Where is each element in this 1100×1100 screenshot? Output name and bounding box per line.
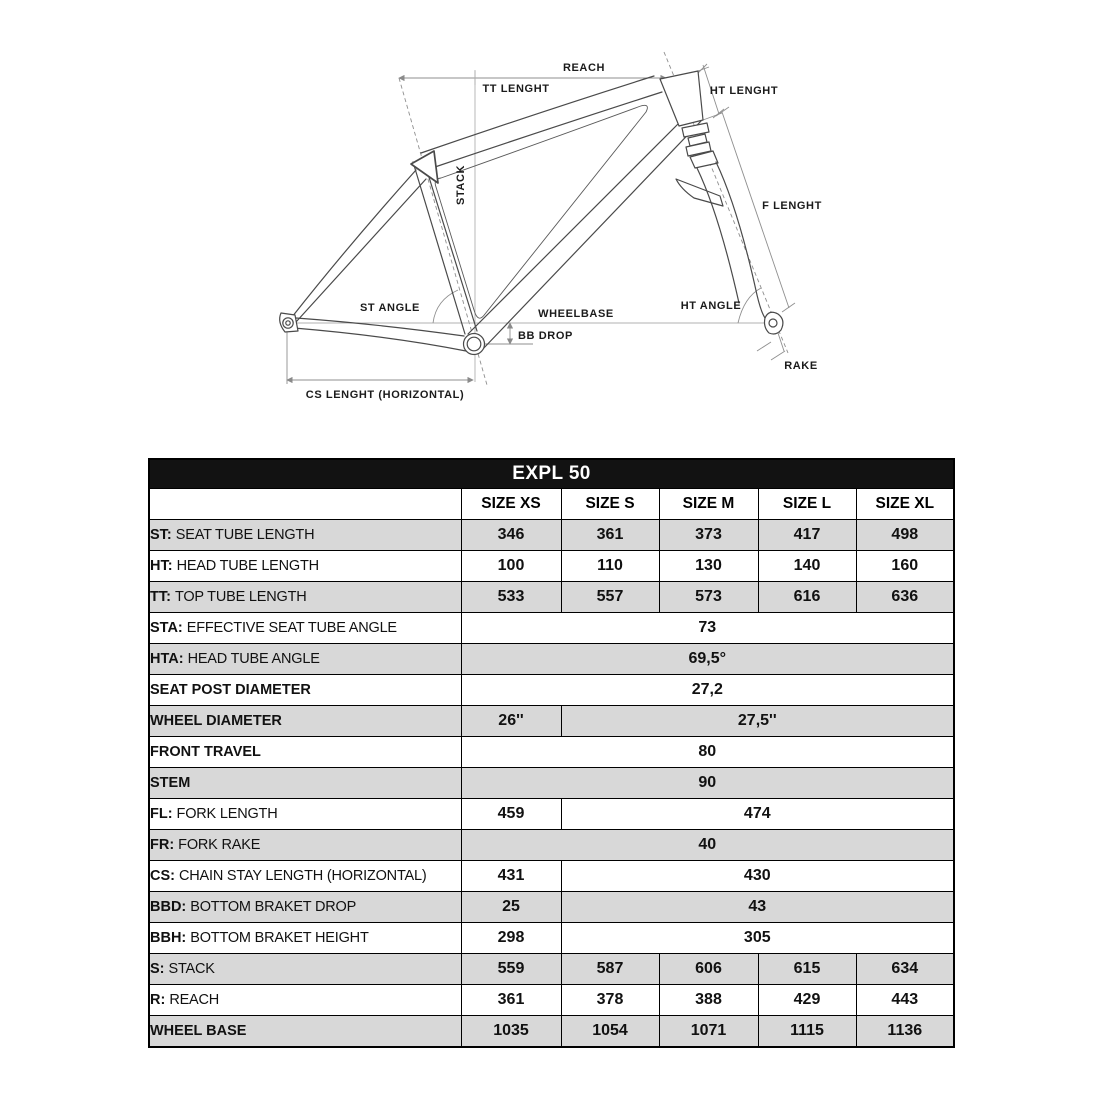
row-effective-seat-tube-angle	[149, 613, 954, 644]
row-label-prefix: FL:	[150, 806, 173, 822]
rake-tick-left	[757, 342, 771, 351]
row-front-travel	[149, 737, 954, 768]
cell-value: 100	[461, 551, 561, 582]
row-label-text: EFFECTIVE SEAT TUBE ANGLE	[186, 620, 397, 636]
row-label-prefix: WHEEL DIAMETER	[150, 713, 282, 729]
row-label-text: FORK RAKE	[178, 837, 261, 853]
row-label	[149, 551, 461, 582]
label-bb-drop: BB DROP	[518, 330, 573, 342]
row-label-prefix: WHEEL BASE	[150, 1023, 247, 1039]
cell-value: 373	[659, 520, 758, 551]
row-label-text: SEAT TUBE LENGTH	[175, 527, 315, 543]
cell-value: 498	[856, 520, 954, 551]
row-label	[149, 985, 461, 1016]
top-tube-lower-edge	[432, 92, 662, 168]
cell-value: 1071	[659, 1016, 758, 1048]
row-chain-stay-length	[149, 861, 954, 892]
diagram-labels	[306, 62, 822, 401]
row-label	[149, 675, 461, 706]
row-label	[149, 520, 461, 551]
cell-value: 636	[856, 582, 954, 613]
row-label-text: STACK	[168, 961, 215, 977]
table-title-row	[149, 459, 954, 489]
cell-value: 587	[561, 954, 659, 985]
cell-value: 615	[758, 954, 856, 985]
down-tube-upper-edge	[468, 124, 678, 334]
row-label-text: REACH	[169, 992, 220, 1008]
row-label-prefix: SEAT POST DIAMETER	[150, 682, 311, 698]
cell-value: 573	[659, 582, 758, 613]
row-label	[149, 1016, 461, 1048]
row-seat-tube-length	[149, 520, 954, 551]
table-title: EXPL 50	[149, 459, 954, 489]
label-reach: REACH	[562, 62, 606, 74]
front-dropout	[765, 312, 783, 334]
ht-angle-arc	[738, 288, 761, 323]
seat-tube-right-edge	[423, 158, 477, 331]
cell-value: 429	[758, 985, 856, 1016]
row-label-prefix: BBD:	[150, 899, 187, 915]
row-label-prefix: FRONT TRAVEL	[150, 744, 261, 760]
bike-geometry-diagram	[0, 0, 1100, 450]
rake-tick-right	[771, 351, 785, 360]
label-tt-lenght: TT LENGHT	[482, 83, 550, 95]
size-header-row	[149, 489, 954, 520]
cell-value: 388	[659, 985, 758, 1016]
fork-blade-inner	[697, 168, 739, 303]
chain-stay-upper	[296, 318, 464, 336]
row-bottom-braket-drop	[149, 892, 954, 923]
row-label-prefix: FR:	[150, 837, 175, 853]
cell-value: 1136	[856, 1016, 954, 1048]
row-label	[149, 613, 461, 644]
label-f-lenght: F LENGHT	[762, 200, 822, 212]
row-label-prefix: S:	[150, 961, 165, 977]
row-wheel-diameter	[149, 706, 954, 737]
label-st-angle: ST ANGLE	[359, 302, 421, 314]
head-tube	[660, 71, 703, 126]
row-label-prefix: R:	[150, 992, 166, 1008]
row-label	[149, 706, 461, 737]
column-header-size-l: SIZE L	[758, 489, 856, 520]
row-label	[149, 861, 461, 892]
geometry-table	[148, 458, 955, 1048]
row-label-text: FORK LENGTH	[176, 806, 278, 822]
row-label-text: HEAD TUBE ANGLE	[187, 651, 320, 667]
row-stem	[149, 768, 954, 799]
row-label-text: TOP TUBE LENGTH	[174, 589, 307, 605]
cell-value-rest: 43	[561, 892, 954, 923]
row-label	[149, 954, 461, 985]
row-label	[149, 768, 461, 799]
cell-value-span: 73	[461, 613, 954, 644]
label-stack: STACK	[455, 164, 467, 206]
cell-value: 361	[561, 520, 659, 551]
cell-value-xs: 298	[461, 923, 561, 954]
row-label	[149, 892, 461, 923]
row-label-prefix: BBH:	[150, 930, 187, 946]
seat-stay-upper	[292, 170, 416, 317]
cell-value: 140	[758, 551, 856, 582]
row-label-prefix: STA:	[150, 620, 183, 636]
cell-value: 361	[461, 985, 561, 1016]
label-ht-angle: HT ANGLE	[680, 300, 742, 312]
row-label-prefix: CS:	[150, 868, 175, 884]
row-label	[149, 799, 461, 830]
cell-value: 1115	[758, 1016, 856, 1048]
cell-value: 417	[758, 520, 856, 551]
row-fork-rake	[149, 830, 954, 861]
row-label-prefix: HTA:	[150, 651, 184, 667]
row-label	[149, 644, 461, 675]
row-wheel-base	[149, 1016, 954, 1048]
cell-value-rest: 430	[561, 861, 954, 892]
f-dim-tick-bottom	[782, 303, 795, 312]
cell-value: 346	[461, 520, 561, 551]
row-top-tube-length	[149, 582, 954, 613]
row-label-prefix: ST:	[150, 527, 172, 543]
cell-value: 533	[461, 582, 561, 613]
label-cs-lenght: CS LENGHT (HORIZONTAL)	[305, 389, 465, 401]
cell-value-span: 80	[461, 737, 954, 768]
cell-value-span: 69,5°	[461, 644, 954, 675]
cell-value: 1054	[561, 1016, 659, 1048]
cell-value-span: 40	[461, 830, 954, 861]
row-reach	[149, 985, 954, 1016]
label-wheelbase: WHEELBASE	[538, 308, 614, 320]
row-label-text: CHAIN STAY LENGTH (HORIZONTAL)	[178, 868, 427, 884]
row-label-text: BOTTOM BRAKET HEIGHT	[190, 930, 369, 946]
label-ht-lenght: HT LENGHT	[709, 85, 779, 97]
cell-value: 378	[561, 985, 659, 1016]
row-label-prefix: STEM	[150, 775, 191, 791]
column-header-size-xl: SIZE XL	[856, 489, 954, 520]
row-label-prefix: TT:	[150, 589, 171, 605]
row-label	[149, 830, 461, 861]
cell-value: 557	[561, 582, 659, 613]
cell-value-span: 90	[461, 768, 954, 799]
cell-value: 634	[856, 954, 954, 985]
cell-value-xs: 431	[461, 861, 561, 892]
label-rake: RAKE	[784, 360, 818, 372]
row-label	[149, 582, 461, 613]
row-bottom-braket-height	[149, 923, 954, 954]
cell-value: 443	[856, 985, 954, 1016]
st-angle-arc	[433, 290, 458, 323]
cell-value-xs: 459	[461, 799, 561, 830]
cell-value-xs: 26''	[461, 706, 561, 737]
cell-value: 110	[561, 551, 659, 582]
row-head-tube-length	[149, 551, 954, 582]
cell-value: 1035	[461, 1016, 561, 1048]
seat-stay-lower	[296, 179, 426, 322]
row-seat-post-diameter	[149, 675, 954, 706]
row-label-text: BOTTOM BRAKET DROP	[190, 899, 357, 915]
column-header-size-xs: SIZE XS	[461, 489, 561, 520]
seat-clamp	[411, 151, 438, 183]
row-label-text: HEAD TUBE LENGTH	[176, 558, 319, 574]
cell-value-xs: 25	[461, 892, 561, 923]
brake-mount	[676, 179, 723, 206]
chain-stay-lower	[294, 328, 466, 351]
row-label	[149, 737, 461, 768]
cell-value-rest: 305	[561, 923, 954, 954]
cell-value-rest: 27,5''	[561, 706, 954, 737]
column-header-size-m: SIZE M	[659, 489, 758, 520]
row-label-prefix: HT:	[150, 558, 173, 574]
cell-value: 160	[856, 551, 954, 582]
row-head-tube-angle	[149, 644, 954, 675]
cell-value-rest: 474	[561, 799, 954, 830]
cell-value: 606	[659, 954, 758, 985]
column-header-size-s: SIZE S	[561, 489, 659, 520]
cell-value: 130	[659, 551, 758, 582]
cell-value: 559	[461, 954, 561, 985]
row-label	[149, 923, 461, 954]
cell-value: 616	[758, 582, 856, 613]
column-header-empty	[149, 489, 461, 520]
cell-value-span: 27,2	[461, 675, 954, 706]
row-fork-length	[149, 799, 954, 830]
row-stack	[149, 954, 954, 985]
